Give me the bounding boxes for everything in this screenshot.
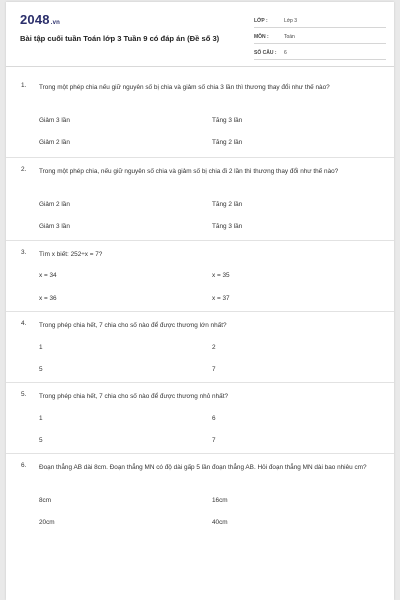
answer-option[interactable]: Tăng 3 lần — [212, 117, 243, 124]
answer-option[interactable]: Tăng 3 lần — [212, 223, 243, 230]
site-logo[interactable] — [20, 12, 60, 27]
question-number: 2. — [21, 166, 27, 173]
answer-option[interactable]: 20cm — [39, 519, 55, 526]
meta-row-subject — [254, 31, 386, 44]
answer-option[interactable]: 1 — [39, 344, 43, 351]
answer-option[interactable]: 2 — [212, 344, 216, 351]
logo-main: 2048 — [20, 12, 50, 27]
question-number: 6. — [21, 462, 27, 469]
meta-key: SỐ CÂU : — [254, 50, 277, 56]
answer-option[interactable]: Tăng 2 lần — [212, 201, 243, 208]
answer-option[interactable]: 7 — [212, 437, 216, 444]
meta-value: 6 — [284, 50, 287, 56]
answer-option[interactable]: 8cm — [39, 497, 52, 504]
question-text: Trong phép chia hết, 7 chia cho số nào để được thương lớn nhất? — [39, 322, 227, 329]
answer-option[interactable]: x = 36 — [39, 295, 57, 302]
question-number: 5. — [21, 391, 27, 398]
meta-value: Toán — [284, 34, 295, 40]
question-text: Trong một phép chia nếu giữ nguyên số bị chia và giảm số chia 3 lần thì thương thay đổi như thế nào? — [39, 84, 330, 91]
question-text: Tìm x biết: 252÷x = 7? — [39, 251, 103, 258]
header-divider — [6, 66, 394, 67]
question-text: Trong một phép chia, nếu giữ nguyên số chia và giảm số bị chia đi 2 lần thì thương thay đổi như thế nào? — [39, 168, 339, 175]
answer-option[interactable]: 5 — [39, 366, 43, 373]
answer-option[interactable]: Giảm 3 lần — [39, 117, 70, 124]
answer-option[interactable]: 40cm — [212, 519, 228, 526]
worksheet-title: Bài tập cuối tuần Toán lớp 3 Tuần 9 có đáp án (Đề số 3) — [20, 34, 220, 43]
question-divider — [6, 157, 394, 158]
question-number: 1. — [21, 82, 27, 89]
answer-option[interactable]: 5 — [39, 437, 43, 444]
question-divider — [6, 240, 394, 241]
meta-key: LỚP : — [254, 18, 268, 24]
worksheet-header — [6, 2, 394, 64]
answer-option[interactable]: Tăng 2 lần — [212, 139, 243, 146]
question-text: Trong phép chia hết, 7 chia cho số nào để được thương nhỏ nhất? — [39, 393, 229, 400]
question-divider — [6, 382, 394, 383]
answer-option[interactable]: x = 34 — [39, 272, 57, 279]
meta-key: MÔN : — [254, 34, 269, 40]
worksheet-meta — [254, 15, 386, 63]
answer-option[interactable]: Giảm 2 lần — [39, 139, 70, 146]
answer-option[interactable]: x = 35 — [212, 272, 230, 279]
worksheet-page — [6, 2, 394, 600]
question-text: Đoạn thẳng AB dài 8cm. Đoạn thẳng MN có độ dài gấp 5 lần đoạn thẳng AB. Hỏi đoạn thẳng MN dài bao nhiêu cm? — [39, 464, 367, 471]
question-divider — [6, 311, 394, 312]
answer-option[interactable]: Giảm 2 lần — [39, 201, 70, 208]
question-number: 4. — [21, 320, 27, 327]
answer-option[interactable]: 1 — [39, 415, 43, 422]
answer-option[interactable]: 16cm — [212, 497, 228, 504]
meta-value: Lớp 3 — [284, 18, 298, 24]
meta-row-class — [254, 15, 386, 28]
question-number: 3. — [21, 249, 27, 256]
logo-suffix: .vn — [50, 20, 61, 26]
question-divider — [6, 453, 394, 454]
meta-row-count — [254, 47, 386, 60]
answer-option[interactable]: x = 37 — [212, 295, 230, 302]
answer-option[interactable]: 6 — [212, 415, 216, 422]
answer-option[interactable]: Giảm 3 lần — [39, 223, 70, 230]
answer-option[interactable]: 7 — [212, 366, 216, 373]
